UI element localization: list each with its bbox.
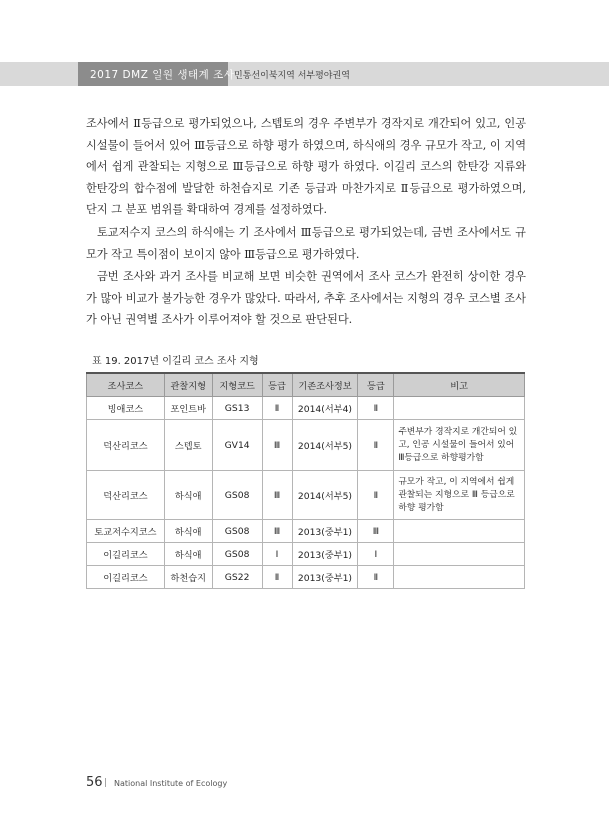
cell-remarks xyxy=(394,397,525,420)
paragraph-3 xyxy=(86,266,526,331)
cell-remarks xyxy=(394,543,525,566)
cell-previous-info: 2014(서부5) xyxy=(292,420,358,471)
table-row xyxy=(87,471,525,520)
cell-landform: 하식애 xyxy=(164,543,212,566)
cell-landform: 포인트바 xyxy=(164,397,212,420)
table-row xyxy=(87,397,525,420)
cell-previous-grade: Ⅱ xyxy=(358,471,394,520)
cell-previous-grade: Ⅱ xyxy=(358,420,394,471)
cell-previous-info: 2013(중부1) xyxy=(292,520,358,543)
table-row xyxy=(87,543,525,566)
cell-code: GS13 xyxy=(212,397,262,420)
cell-grade: Ⅰ xyxy=(262,543,292,566)
cell-previous-info: 2014(서부5) xyxy=(292,471,358,520)
header-course: 조사코스 xyxy=(87,373,165,397)
table-row xyxy=(87,566,525,589)
header-title: 2017 DMZ 일원 생태계 조사 xyxy=(90,69,235,81)
header-previous-grade: 등급 xyxy=(358,373,394,397)
cell-course: 이길리코스 xyxy=(87,543,165,566)
cell-landform: 하천습지 xyxy=(164,566,212,589)
cell-grade: Ⅲ xyxy=(262,420,292,471)
cell-grade: Ⅲ xyxy=(262,471,292,520)
cell-remarks: 주변부가 경작지로 개간되어 있고, 인공 시설물이 들어서 있어 Ⅲ등급으로 하향평가함 xyxy=(394,420,525,471)
cell-code: GV14 xyxy=(212,420,262,471)
cell-previous-info: 2014(서부4) xyxy=(292,397,358,420)
cell-previous-grade: Ⅲ xyxy=(358,520,394,543)
cell-grade: Ⅱ xyxy=(262,397,292,420)
cell-previous-grade: Ⅰ xyxy=(358,543,394,566)
cell-course: 토교저수지코스 xyxy=(87,520,165,543)
header-code: 지형코드 xyxy=(212,373,262,397)
cell-landform: 하식애 xyxy=(164,471,212,520)
cell-remarks: 규모가 작고, 이 지역에서 쉽게 관찰되는 지형으로 Ⅲ 등급으로 하향 평가함 xyxy=(394,471,525,520)
cell-previous-info: 2013(중부1) xyxy=(292,566,358,589)
table-caption: 표 19. 2017년 이길리 코스 조사 지형 xyxy=(92,356,259,367)
header-landform: 관찰지형 xyxy=(164,373,212,397)
footer-separator: | xyxy=(104,778,108,788)
cell-grade: Ⅲ xyxy=(262,520,292,543)
header-grade: 등급 xyxy=(262,373,292,397)
cell-course: 덕산리코스 xyxy=(87,420,165,471)
cell-course: 빙애코스 xyxy=(87,397,165,420)
paragraph-1-text: 조사에서 Ⅱ등급으로 평가되었으나, 스텝토의 경우 주변부가 경작지로 개간되어 있고, 인공 시설물이 들어서 있어 Ⅲ등급으로 하향 평가 하였으며, 하식애의 경우 규모가 작고, 이 지역에서 쉽게 관찰되는 지형으로 Ⅲ등급으로 하향 평가 하였다. 이길리 코스의 한탄강 지류와 한탄강의 합수점에 발달한 하천습지로 기존 등급과 마찬가지로 Ⅱ등급으로 평가하였으며, 단지 그 분포 범위를 확대하여 경계를 설정하였다. xyxy=(86,117,526,217)
header-remarks: 비고 xyxy=(394,373,525,397)
cell-course: 이길리코스 xyxy=(87,566,165,589)
cell-code: GS22 xyxy=(212,566,262,589)
cell-code: GS08 xyxy=(212,471,262,520)
cell-previous-grade: Ⅱ xyxy=(358,397,394,420)
cell-code: GS08 xyxy=(212,543,262,566)
cell-remarks xyxy=(394,566,525,589)
paragraph-3-text: 금번 조사와 과거 조사를 비교해 보면 비슷한 권역에서 조사 코스가 완전히 상이한 경우가 많아 비교가 불가능한 경우가 많았다. 따라서, 추후 조사에서는 지형의 경우 코스별 조사가 아닌 권역별 조사가 이루어져야 할 것으로 판단된다. xyxy=(86,270,526,327)
cell-grade: Ⅱ xyxy=(262,566,292,589)
table-row xyxy=(87,520,525,543)
paragraph-2-text: 토교저수지 코스의 하식애는 기 조사에서 Ⅲ등급으로 평가되었는데, 금번 조사에서도 규모가 작고 특이점이 보이지 않아 Ⅲ등급으로 평가하였다. xyxy=(86,226,526,261)
survey-table xyxy=(86,372,525,589)
cell-previous-info: 2013(중부1) xyxy=(292,543,358,566)
table-row xyxy=(87,420,525,471)
paragraph-1 xyxy=(86,113,526,221)
cell-landform: 하식애 xyxy=(164,520,212,543)
cell-remarks xyxy=(394,520,525,543)
cell-course: 덕산리코스 xyxy=(87,471,165,520)
cell-landform: 스텝토 xyxy=(164,420,212,471)
cell-previous-grade: Ⅱ xyxy=(358,566,394,589)
header-subtitle: 민통선이북지역 서부평야권역 xyxy=(234,71,350,81)
table-header-row xyxy=(87,373,525,397)
page-number: 56 xyxy=(86,775,103,790)
paragraph-2 xyxy=(86,222,526,265)
footer-institution: National Institute of Ecology xyxy=(114,779,228,788)
header-previous-info: 기존조사정보 xyxy=(292,373,358,397)
cell-code: GS08 xyxy=(212,520,262,543)
